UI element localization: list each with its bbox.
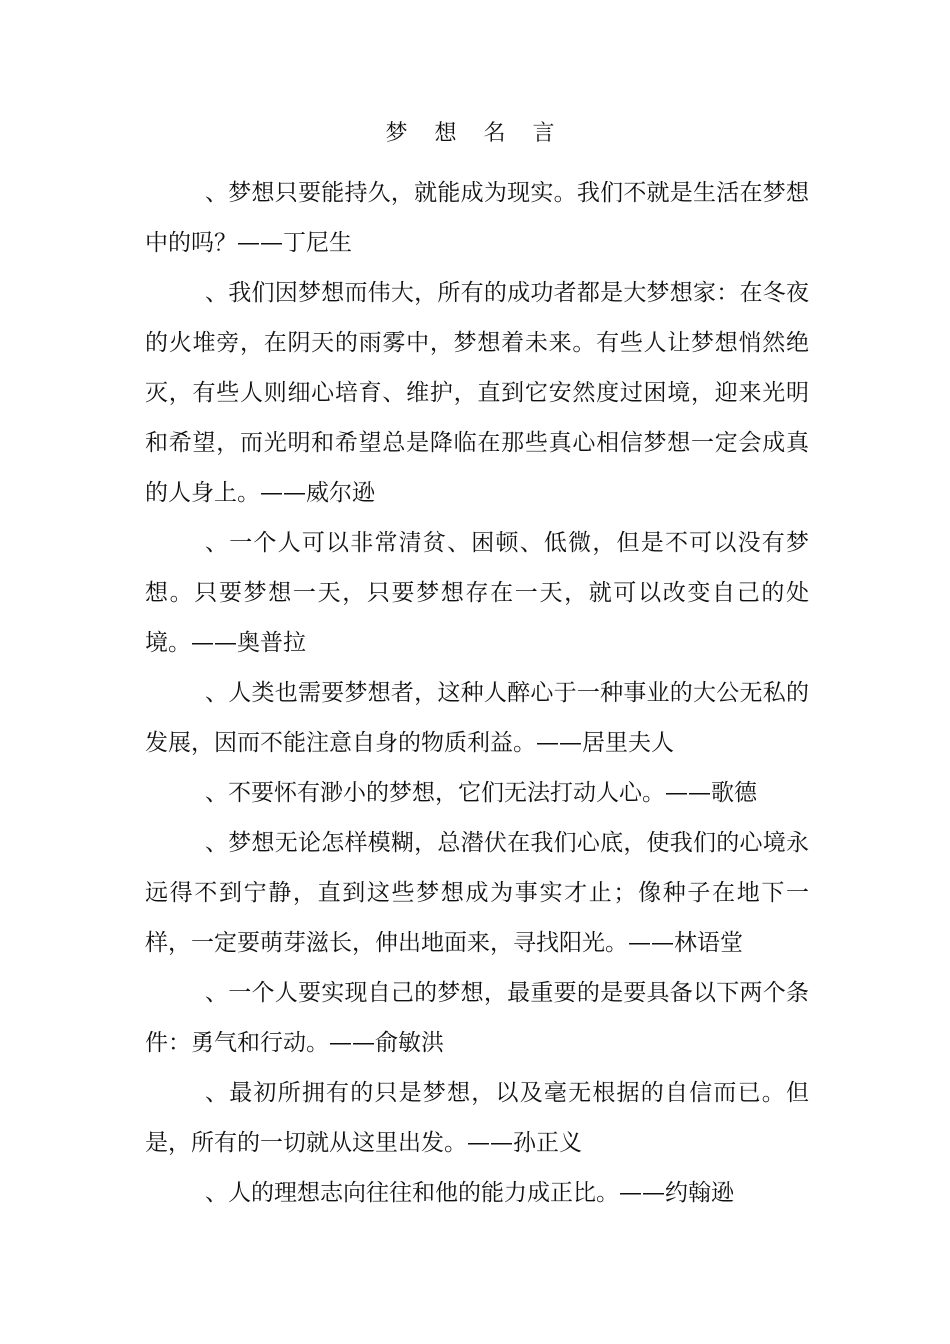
quote-paragraph: 、我们因梦想而伟大，所有的成功者都是大梦想家：在冬夜的火堆旁，在阴天的雨雾中，梦想着未来。有些人让梦想悄然绝灭，有些人则细心培育、维护，直到它安然度过困境，迎来光明和希望，而光明和希望总是降临在那些真心相信梦想一定会成真的人身上。——威尔逊 xyxy=(145,280,809,506)
quote-list xyxy=(145,168,809,1218)
quote-paragraph: 、人类也需要梦想者，这种人醉心于一种事业的大公无私的发展，因而不能注意自身的物质利益。——居里夫人 xyxy=(145,680,809,756)
quote-paragraph: 、人的理想志向往往和他的能力成正比。——约翰逊 xyxy=(205,1180,734,1206)
document-title: 梦 想 名 言 xyxy=(385,121,565,146)
quote-paragraph: 、一个人要实现自己的梦想，最重要的是要具备以下两个条件：勇气和行动。——俞敏洪 xyxy=(145,980,809,1056)
quote-paragraph: 、梦想无论怎样模糊，总潜伏在我们心底，使我们的心境永远得不到宁静，直到这些梦想成为事实才止；像种子在地下一样，一定要萌芽滋长，伸出地面来，寻找阳光。——林语堂 xyxy=(145,830,809,956)
quote-paragraph: 、一个人可以非常清贫、困顿、低微，但是不可以没有梦想。只要梦想一天，只要梦想存在一天，就可以改变自己的处境。——奥普拉 xyxy=(145,530,809,656)
quote-paragraph: 、梦想只要能持久，就能成为现实。我们不就是生活在梦想中的吗？——丁尼生 xyxy=(145,180,809,256)
quote-paragraph: 、不要怀有渺小的梦想，它们无法打动人心。——歌德 xyxy=(205,780,757,806)
quote-paragraph: 、最初所拥有的只是梦想，以及毫无根据的自信而已。但是，所有的一切就从这里出发。——孙正义 xyxy=(145,1080,809,1156)
